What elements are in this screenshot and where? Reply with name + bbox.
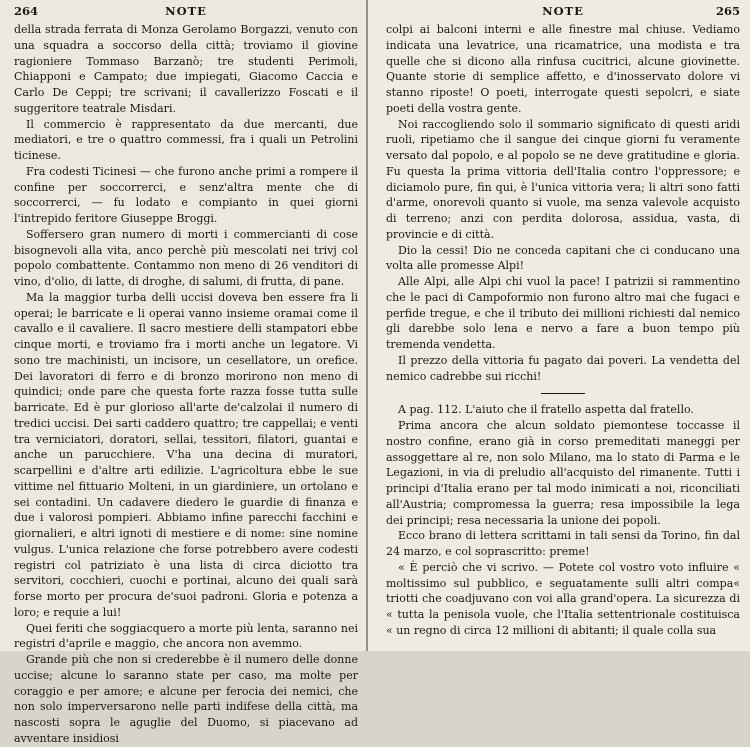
right-page xyxy=(368,0,750,651)
section-divider xyxy=(541,393,585,394)
note-reference: A pag. 112. L'aiuto che il fratello aspetta dal fratello. xyxy=(398,403,694,417)
paragraph: Il prezzo della vittoria fu pagato dai poveri. La vendetta del nemico cadrebbe sui ricchi! xyxy=(386,353,740,383)
right-page-header xyxy=(386,4,740,22)
running-title: NOTE xyxy=(165,4,207,18)
paragraph: Ecco brano di lettera scrittami in tali sensi da Torino, fin dal 24 marzo, e col soprascritto: preme! xyxy=(386,529,740,558)
running-title: NOTE xyxy=(542,4,584,18)
left-page-body xyxy=(14,22,358,747)
paragraph: Ma la maggior turba delli uccisi doveva ben essere fra li operai; le barricate e li operai vanno insieme oramai come il cavallo e il cavaliere. Il sacro mestiere delli stampatori ebbe cinque morti, e troviamo fra i morti anche un legatore. Vi sono tre machinisti, un incisore, un cesellatore, un orefice. Dei lavoratori di ferro e di bronzo morirono non meno di quindici; onde pare che questa forte razza fosse tutta sulle barricate. Ed è pur glorioso all'arte de'calzolai il numero di tredici uccisi. Dei sarti caddero quattro; tre cappellai; e venti tra verniciatori, doratori, sellai, tessitori, filatori, guantai e anche un parucchiere. V'ha una decina di muratori, scarpellini e d'altre arti edilizie. L'agricoltura ebbe le sue vittime nel fittuario Molteni, in un giardiniere, un ortolano e sei contadini. Un cadavere diedero le guardie di finanza e due i valorosi pompieri. Abbiamo infine parecchi facchini e giornalieri, e altri ignoti di mestiere e di nome: sine nomine vulgus. L'unica relazione che forse potrebbero avere codesti registri col patriziato è una lista di circa diciotto tra servitori, cocchieri, cuochi e portinai, alcuno dei quali sarà forse morto per procura de'suoi padroni. Gloria e potenza a loro; e requie a lui! xyxy=(14,290,358,619)
paragraph: Il commercio è rappresentato da due mercanti, due mediatori, e tre o quattro commessi, fra i quali un Petrolini ticinese. xyxy=(14,117,358,162)
paragraph: colpi ai balconi interni e alle finestre mal chiuse. Vediamo indicata una levatrice, una ricamatrice, una modista e tra quelle che si dicono alla rinfusa cucitrici, alcune giovinette. Quante storie di semplice affetto, e d'inosservato dolore vi stanno riposte! O poeti, interrogate questi sepolcri, e siate poeti della vostra gente. xyxy=(386,23,740,115)
page-number: 264 xyxy=(14,4,39,18)
paragraph: Prima ancora che alcun soldato piemontese toccasse il nostro confine, erano già in corso premeditati maneggi per assoggettare al re, non solo Milano, ma lo stato di Parma e le Legazioni, in via di preludio all'acquisto del rimanente. Tutti i principi d'Italia erano per tal modo inimicati a noi, riconciliati all'Austria; compromessa la guerra; resa impossibile la lega dei principi; resa necessaria la unione dei popoli. xyxy=(386,419,740,527)
paragraph: Noi raccogliendo solo il sommario significato di questi aridi ruoli, ripetiamo che il sangue dei cinque giorni fu veramente versato dal popolo, e al popolo se ne deve gratitudine e gloria. Fu questa la prima vittoria dell'Italia contro l'oppressore; e diciamolo pure, fin qui, è l'unica vittoria vera; li altri sono fatti d'arme, onorevoli quanto si vuole, ma senza valevole acquisto di terreno; anzi con perdita dolorosa, assidua, vasta, di provincie e di città. xyxy=(386,117,740,241)
paragraph: Fra codesti Ticinesi — che furono anche primi a rompere il confine per soccorrerci, e senz'altra mente che di soccorrerci, — fu lodato e compianto in quei giorni l'intrepido feritore Giuseppe Broggi. xyxy=(14,164,358,225)
right-page-body xyxy=(386,22,740,639)
page-number: 265 xyxy=(715,4,740,18)
paragraph: Quei feriti che soggiacquero a morte più lenta, saranno nei registri d'aprile e maggio, che ancora non avemmo. xyxy=(14,621,358,651)
paragraph: della strada ferrata di Monza Gerolamo Borgazzi, venuto con una squadra a soccorso della città; troviamo il giovine ragioniere Tommaso Barzanò; tre studenti Perimoli, Chiapponi e Campato; due impiegati, Giacomo Caccia e Carlo De Ceppi; tre scrivani; il cavallerizzo Foscati e il suggeritore teatrale Misdari. xyxy=(14,23,358,115)
paragraph: Dio la cessi! Dio ne conceda capitani che ci conducano una volta alle promesse Alpi! xyxy=(386,243,740,273)
left-page xyxy=(0,0,366,745)
left-page-header xyxy=(14,4,358,22)
paragraph: Alle Alpi, alle Alpi chi vuol la pace! I patrizii si rammentino che le paci di Campoformio non furono altro mai che fugaci e perfide tregue, e che il tributo dei millioni richiesti dal nemico gli darebbe solo lena e nervo a fare a buon tempo più tremenda vendetta. xyxy=(386,275,740,351)
quoted-letter: « È perciò che vi scrivo. — Potete col vostro voto influire « moltissimo sul pubblico, e seguatamente sulli altri compa« triotti che coadjuvano con voi alla grand'opera. La sicurezza di « tutta la penisola vuole, che l'Italia settentrionale costituisca « un regno di circa 12 millioni di abitanti; il quale colla sua xyxy=(386,560,740,637)
paragraph: Soffersero gran numero di morti i commercianti di cose bisognevoli alla vita, anco perchè più mescolati nei trivj col popolo combattente. Contammo non meno di 26 venditori di vino, d'olio, di latte, di droghe, di salumi, di frutta, di pane. xyxy=(14,227,358,288)
paragraph: Grande più che non si crederebbe è il numero delle donne uccise; alcune lo saranno state per caso, ma molte per coraggio e per amore; e alcune per ferocia dei nemici, che non solo imperversarono nelle parti indifese della città, ma nascosti sopra le aguglie del Duomo, si piacevano ad avventare insidiosi xyxy=(14,653,358,745)
